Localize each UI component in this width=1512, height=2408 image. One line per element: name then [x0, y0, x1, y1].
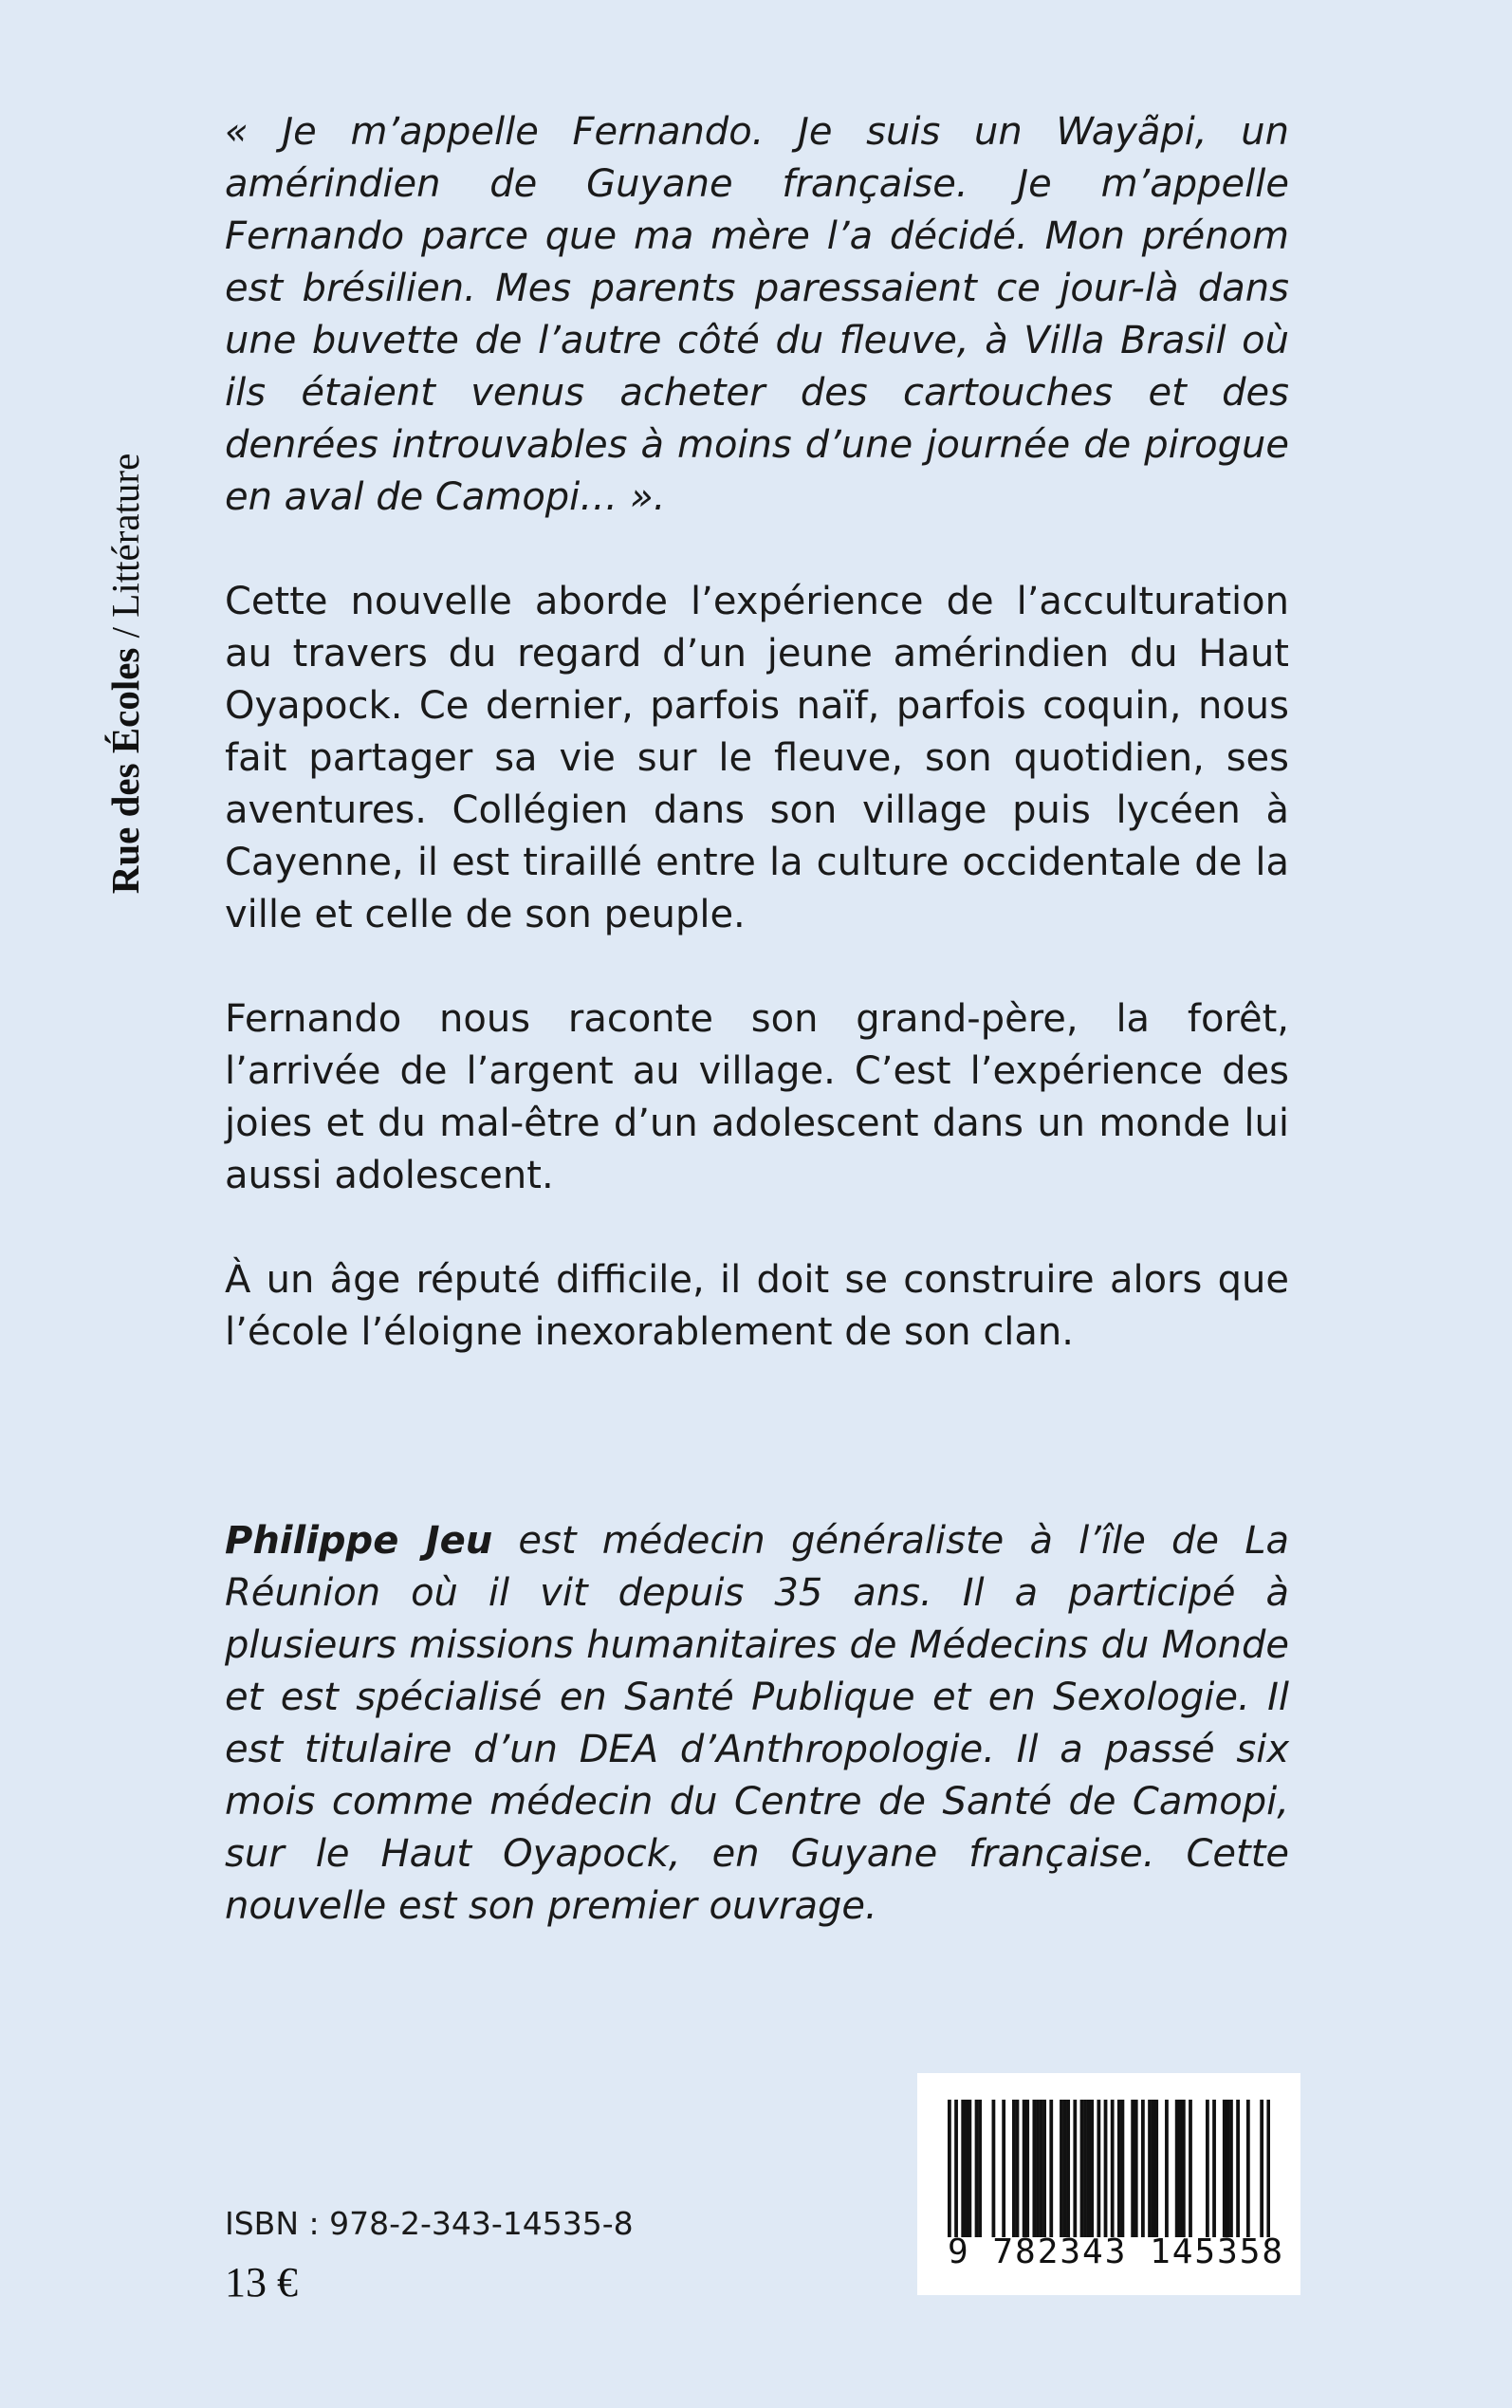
barcode-bar — [948, 2100, 951, 2237]
barcode-bar — [1154, 2100, 1158, 2237]
barcode-bar — [1083, 2100, 1087, 2237]
barcode-bar — [1073, 2100, 1077, 2237]
author-name: Philippe Jeu — [225, 1519, 493, 1563]
barcode-bar — [1117, 2100, 1121, 2237]
barcode-bar — [1063, 2100, 1067, 2237]
barcode-bar — [1182, 2100, 1186, 2237]
barcode-bar — [1060, 2100, 1063, 2237]
barcode-bar — [1226, 2100, 1229, 2237]
barcode-bars — [948, 2100, 1270, 2237]
opening-quote: « Je m’appelle Fernando. Je suis un Wayãpi, un amérindien de Guyane française. Je m’appelle Fernando parce que ma mère l’a décidé. Mon prénom est brésilien. Mes parents paressaient ce jour-là dans une buvette de l’autre côté du fleuve, à Villa Brasil où ils étaient venus acheter des cartouches et des denrées introuvables à moins d’une journée de pirogue en aval de Camopi… ». — [225, 110, 1289, 519]
barcode-bar — [1223, 2100, 1226, 2237]
barcode-bar — [1097, 2100, 1100, 2237]
barcode-bar — [954, 2100, 958, 2237]
barcode-bar — [1036, 2100, 1040, 2237]
barcode-bar — [1025, 2100, 1029, 2237]
barcode-bar — [1206, 2100, 1209, 2237]
barcode-bar — [1111, 2100, 1115, 2237]
barcode-bar — [978, 2100, 982, 2237]
barcode-bar — [1049, 2100, 1053, 2237]
barcode-bar — [1080, 2100, 1084, 2237]
isbn-label: ISBN : 978-2-343-14535-8 — [225, 2205, 634, 2242]
barcode-bar — [961, 2100, 965, 2237]
back-cover-text — [225, 106, 1289, 1933]
barcode-bar — [1090, 2100, 1094, 2237]
barcode-bar — [1042, 2100, 1046, 2237]
barcode-bar — [1152, 2100, 1155, 2237]
barcode-bar — [1212, 2100, 1216, 2237]
barcode-bar — [1148, 2100, 1152, 2237]
barcode-bar — [1032, 2100, 1036, 2237]
barcode-bar — [1141, 2100, 1145, 2237]
barcode-bar — [1246, 2100, 1250, 2237]
barcode-bar — [1016, 2100, 1020, 2237]
barcode-bar — [968, 2100, 971, 2237]
barcode-bar — [1066, 2100, 1070, 2237]
barcode-bar — [1260, 2100, 1263, 2237]
barcode-bar — [992, 2100, 996, 2237]
summary-paragraph: À un âge réputé difficile, il doit se construire alors que l’école l’éloigne inexorablement de son clan. — [225, 1258, 1289, 1354]
barcode-bar — [1023, 2100, 1026, 2237]
barcode-bar — [1165, 2100, 1169, 2237]
barcode-bar — [1134, 2100, 1138, 2237]
barcode-bar — [1189, 2100, 1192, 2237]
barcode-bar — [1178, 2100, 1182, 2237]
barcode-bar — [965, 2100, 968, 2237]
summary-paragraph: Cette nouvelle aborde l’expérience de l’acculturation au travers du regard d’un jeune amérindien du Haut Oyapock. Ce dernier, parfois naïf, parfois coquin, nous fait partager sa vie sur le fleuve, son quotidien, ses aventures. Collégien dans son village puis lycéen à Cayenne, il est tiraillé entre la culture occidentale de la ville et celle de son peuple. — [225, 580, 1289, 936]
barcode-bar — [1002, 2100, 1005, 2237]
barcode — [917, 2073, 1300, 2295]
barcode-digits: 9 782343 145358 — [948, 2232, 1285, 2271]
barcode-bar — [1087, 2100, 1091, 2237]
author-bio — [225, 1515, 1289, 1933]
summary-paragraph: Fernando nous raconte son grand-père, la forêt, l’arrivée de l’argent au village. C’est l’expérience des joies et du mal-être d’un adolescent dans un monde lui aussi adolescent. — [225, 997, 1289, 1197]
barcode-bar — [1229, 2100, 1233, 2237]
barcode-bar — [1040, 2100, 1043, 2237]
barcode-bar — [1266, 2100, 1270, 2237]
barcode-bar — [1012, 2100, 1016, 2237]
series-name: Littérature — [103, 453, 147, 618]
barcode-bar — [1121, 2100, 1125, 2237]
spine-separator: / — [103, 617, 147, 648]
barcode-bar — [1236, 2100, 1240, 2237]
collection-name: Rue des Écoles — [103, 647, 147, 895]
spine-label — [78, 114, 147, 895]
author-bio-text: est médecin généraliste à l’île de La Réunion où il vit depuis 35 ans. Il a participé à plusieurs missions humanitaires de Médecins du Monde et est spécialisé en Santé Publique et en Sexologie. Il est titulaire d’un DEA d’Anthropologie. Il a passé six mois comme médecin du Centre de Santé de Camopi, sur le Haut Oyapock, en Guyane française. Cette nouvelle est son premier ouvrage. — [225, 1519, 1289, 1928]
barcode-bar — [1104, 2100, 1108, 2237]
barcode-bar — [1175, 2100, 1179, 2237]
barcode-bar — [1131, 2100, 1134, 2237]
price-label: 13 € — [225, 2259, 298, 2306]
barcode-bar — [975, 2100, 979, 2237]
